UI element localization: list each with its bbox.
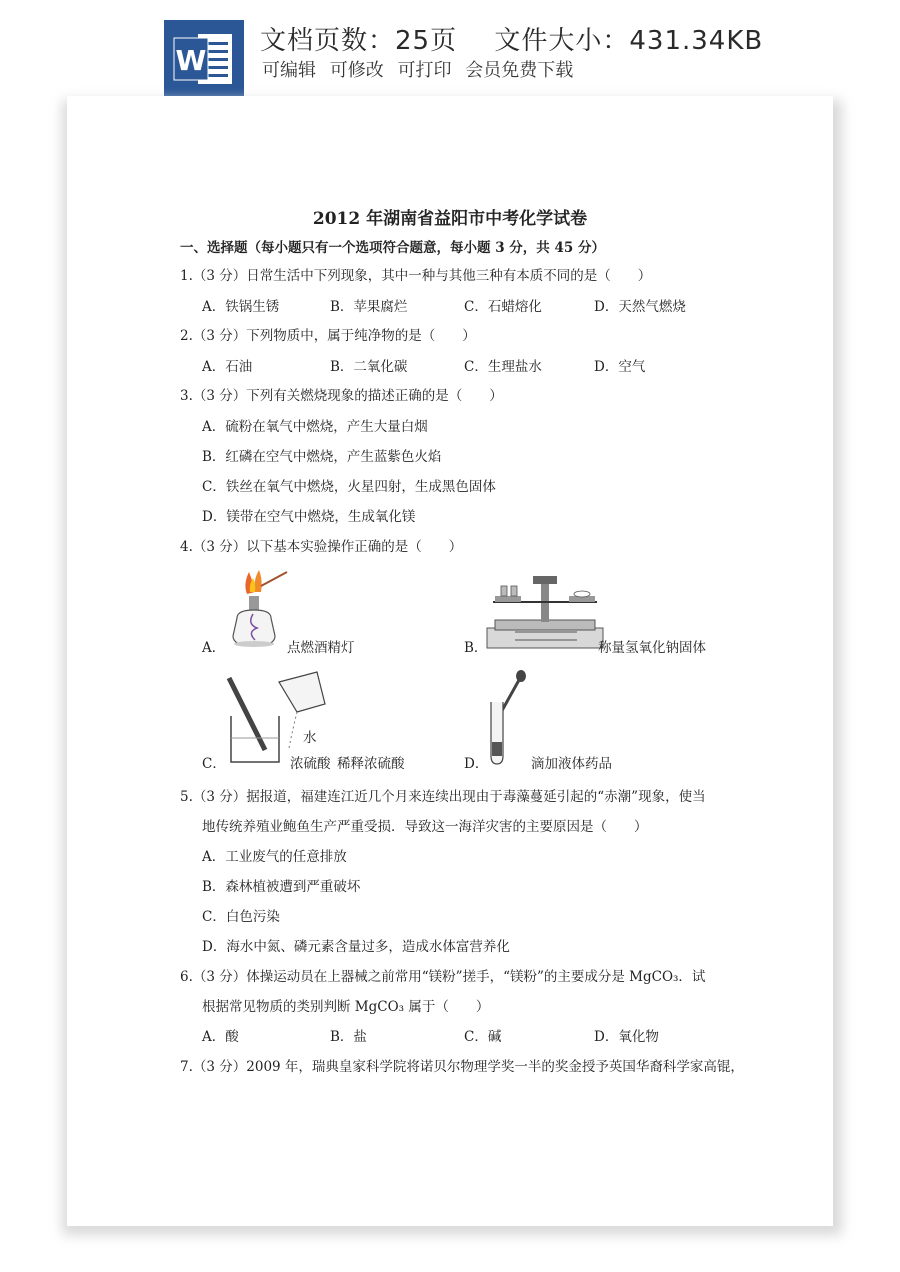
svg-text:W: W bbox=[175, 44, 207, 77]
q5-option-a: A．工业废气的任意排放 bbox=[202, 849, 347, 865]
q4-option-c: C． bbox=[202, 756, 226, 772]
q2-option-b: B．二氧化碳 bbox=[330, 359, 408, 375]
q4-caption-b: 称量氢氧化钠固体 bbox=[598, 640, 706, 656]
question-5: 5.（3 分）据报道，福建连江近几个月来连续出现由于毒藻蔓延引起的“赤潮”现象，使当 bbox=[180, 789, 706, 805]
q6-option-c: C．碱 bbox=[464, 1029, 502, 1045]
file-size: 文件大小：431.34KB bbox=[494, 26, 764, 56]
banner-title bbox=[260, 20, 791, 57]
q4-option-a: A． bbox=[202, 640, 226, 656]
download-banner bbox=[0, 0, 900, 100]
feature-modifiable: 可修改 bbox=[329, 60, 384, 81]
question-2: 2.（3 分）下列物质中，属于纯净物的是（ ） bbox=[180, 328, 476, 344]
q4-caption-d: 滴加液体药品 bbox=[531, 756, 612, 772]
q4-caption-a: 点燃酒精灯 bbox=[287, 640, 355, 656]
q4-caption-c: 稀释浓硫酸 bbox=[337, 756, 405, 772]
balance-figure bbox=[485, 574, 605, 656]
q5-option-c: C．白色污染 bbox=[202, 909, 280, 925]
alcohol-lamp-figure bbox=[217, 566, 297, 652]
q3-option-d: D．镁带在空气中燃烧，生成氧化镁 bbox=[202, 509, 416, 525]
question-6-cont: 根据常见物质的类别判断 MgCO₃ 属于（ ） bbox=[202, 999, 490, 1015]
question-1: 1.（3 分）日常生活中下列现象，其中一种与其他三种有本质不同的是（ ） bbox=[180, 268, 652, 284]
section-heading: 一、选择题（每小题只有一个选项符合题意，每小题 3 分，共 45 分） bbox=[180, 240, 605, 256]
page-count: 文档页数：25页 bbox=[260, 26, 458, 56]
q2-option-a: A．石油 bbox=[202, 359, 253, 375]
word-icon bbox=[164, 20, 244, 96]
q1-option-d: D．天然气燃烧 bbox=[594, 299, 686, 315]
q4-fig-label-water: 水 bbox=[303, 730, 317, 746]
feature-editable: 可编辑 bbox=[262, 60, 316, 81]
q3-option-c: C．铁丝在氧气中燃烧，火星四射，生成黑色固体 bbox=[202, 479, 496, 495]
feature-printable: 可打印 bbox=[397, 60, 452, 81]
q3-option-b: B．红磷在空气中燃烧，产生蓝紫色火焰 bbox=[202, 449, 442, 465]
banner-features bbox=[262, 56, 581, 82]
question-3: 3.（3 分）下列有关燃烧现象的描述正确的是（ ） bbox=[180, 388, 503, 404]
q5-option-d: D．海水中氮、磷元素含量过多，造成水体富营养化 bbox=[202, 939, 510, 955]
question-4: 4.（3 分）以下基本实验操作正确的是（ ） bbox=[180, 539, 463, 555]
q2-option-c: C．生理盐水 bbox=[464, 359, 542, 375]
q6-option-a: A．酸 bbox=[202, 1029, 239, 1045]
page-title: 2012 年湖南省益阳市中考化学试卷 bbox=[312, 209, 588, 229]
q6-option-d: D．氧化物 bbox=[594, 1029, 659, 1045]
q4-option-b: B． bbox=[464, 640, 488, 656]
q1-option-c: C．石蜡熔化 bbox=[464, 299, 542, 315]
q3-option-a: A．硫粉在氧气中燃烧，产生大量白烟 bbox=[202, 419, 428, 435]
dropper-figure bbox=[483, 668, 533, 768]
q1-option-b: B．苹果腐烂 bbox=[330, 299, 408, 315]
q2-option-d: D．空气 bbox=[594, 359, 646, 375]
q4-fig-label-acid: 浓硫酸 bbox=[290, 756, 331, 772]
q1-option-a: A．铁锅生锈 bbox=[202, 299, 280, 315]
q6-option-b: B．盐 bbox=[330, 1029, 367, 1045]
q5-option-b: B．森林植被遭到严重破坏 bbox=[202, 879, 361, 895]
q4-option-d: D． bbox=[464, 756, 489, 772]
question-5-cont: 地传统养殖业鲍鱼生产严重受损．导致这一海洋灾害的主要原因是（ ） bbox=[202, 819, 648, 835]
question-6: 6.（3 分）体操运动员在上器械之前常用“镁粉”搓手，“镁粉”的主要成分是 MgCO₃．试 bbox=[180, 969, 706, 985]
feature-free-download: 会员免费下载 bbox=[465, 60, 574, 81]
question-7: 7.（3 分）2009 年，瑞典皇家科学院将诺贝尔物理学奖一半的奖金授予英国华裔科学家高锟， bbox=[180, 1059, 744, 1075]
document-page bbox=[67, 96, 833, 1226]
